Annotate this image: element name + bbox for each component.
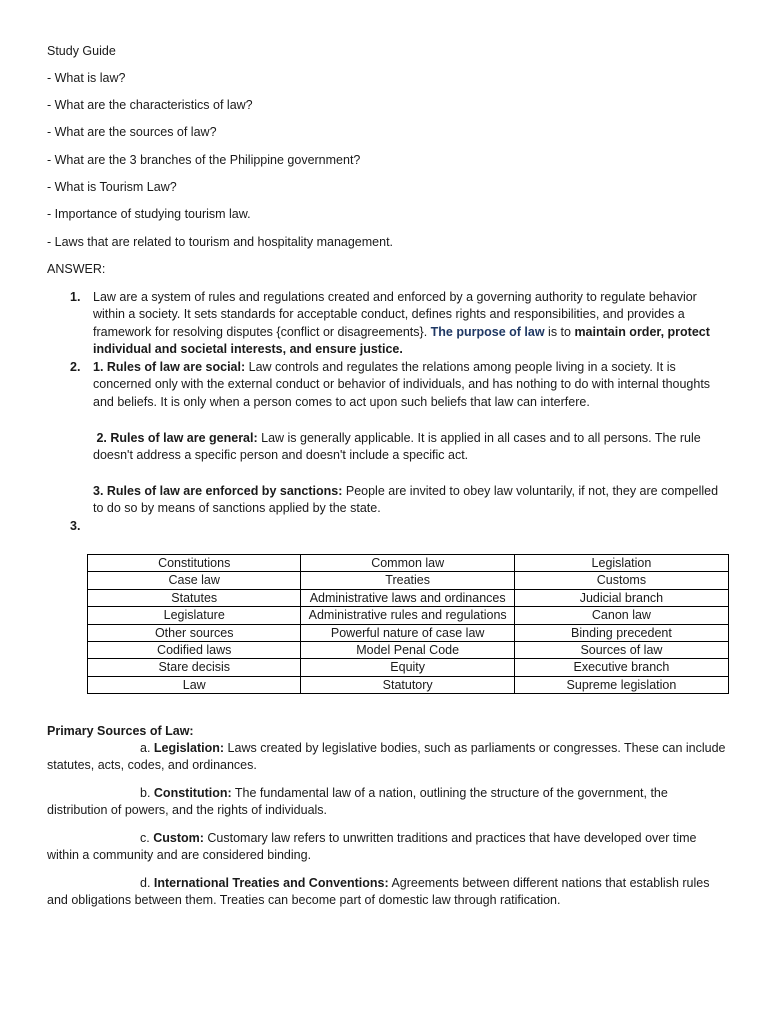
primary-b-label: b. [140, 786, 154, 800]
table-cell: Administrative laws and ordinances [301, 589, 514, 606]
primary-a-label: a. [140, 741, 154, 755]
table-cell: Equity [301, 659, 514, 676]
primary-c-text: Customary law refers to unwritten traditions and practices that have developed over time within a community and are considered binding. [47, 831, 697, 863]
answer-heading: ANSWER: [47, 262, 106, 276]
primary-d-text: Agreements between different nations that establish rules and obligations between them. Treaties can become part of domestic law through ratification. [47, 876, 710, 908]
sources-table-body [88, 555, 729, 694]
question-7: - Laws that are related to tourism and hospitality management. [47, 235, 394, 249]
question-5: - What is Tourism Law? [47, 180, 177, 194]
table-row [88, 589, 729, 606]
table-cell: Treaties [301, 572, 514, 589]
purpose-text: maintain order, protect individual and societal interests, and ensure justice. [93, 324, 710, 357]
table-cell: Binding precedent [514, 624, 728, 641]
table-cell: Legislature [88, 607, 301, 624]
primary-source-b [47, 785, 729, 820]
primary-sources-heading: Primary Sources of Law: [47, 724, 194, 738]
answer-3-number: 3. [70, 519, 81, 533]
table-row [88, 572, 729, 589]
table-row [88, 642, 729, 659]
primary-d-term: International Treaties and Conventions: [153, 876, 389, 890]
purpose-connector: is to [544, 324, 575, 339]
table-cell: Other sources [88, 624, 301, 641]
purpose-label: The purpose of law [430, 324, 545, 339]
table-row [88, 676, 729, 693]
table-cell: Common law [301, 555, 514, 572]
table-cell: Powerful nature of case law [301, 624, 514, 641]
table-cell: Judicial branch [514, 589, 728, 606]
question-3: - What are the sources of law? [47, 125, 217, 139]
primary-c-term: Custom: [153, 831, 204, 845]
answer-1-number: 1. [70, 290, 81, 304]
guide-title: Study Guide [47, 44, 116, 58]
table-cell: Model Penal Code [301, 642, 514, 659]
table-cell: Stare decisis [88, 659, 301, 676]
question-6: - Importance of studying tourism law. [47, 207, 251, 221]
question-4: - What are the 3 branches of the Philippine government? [47, 153, 361, 167]
question-1: - What is law? [47, 71, 126, 85]
primary-c-label: c. [140, 831, 154, 845]
answer-2-number: 2. [70, 360, 81, 374]
characteristic-3-text: People are invited to obey law voluntarily, if not, they are compelled to do so by means of sanctions applied by the state. [93, 484, 719, 516]
table-cell: Constitutions [88, 555, 301, 572]
primary-a-term: Legislation: [153, 741, 225, 755]
characteristic-2 [93, 430, 728, 465]
characteristic-2-title: 2. Rules of law are general: [93, 431, 258, 445]
answer-1-text: Law are a system of rules and regulations created and enforced by a governing authority to regulate behavior within a society. It sets standards for acceptable conduct, defines rights and responsibilities, and provides a framework for resolving disputes {conflict or disagreements}. [93, 290, 697, 339]
answer-1-paragraph [93, 289, 728, 359]
primary-source-a [47, 740, 729, 775]
characteristic-2-text: Law is generally applicable. It is applied in all cases and to all persons. The rule doesn't address a specific person and doesn't include a specific act. [93, 431, 701, 463]
table-cell: Law [88, 676, 301, 693]
table-cell: Administrative rules and regulations [301, 607, 514, 624]
characteristic-3-title: 3. Rules of law are enforced by sanctions: [93, 484, 343, 498]
characteristic-1 [93, 359, 728, 411]
characteristic-1-title: 1. Rules of law are social: [93, 360, 246, 374]
table-cell: Statutes [88, 589, 301, 606]
primary-d-label: d. [140, 876, 154, 890]
table-row [88, 659, 729, 676]
table-cell: Canon law [514, 607, 728, 624]
table-cell: Legislation [514, 555, 728, 572]
table-cell: Case law [88, 572, 301, 589]
primary-source-d [47, 875, 729, 910]
table-cell: Supreme legislation [514, 676, 728, 693]
characteristic-1-text: Law controls and regulates the relations among people living in a society. It is concerned only with the external conduct or behavior of individuals, and has nothing to do with internal thoughts and beliefs. It is only when a person comes to act upon such beliefs that law can interfere. [93, 360, 711, 409]
question-2: - What are the characteristics of law? [47, 98, 253, 112]
primary-b-text: The fundamental law of a nation, outlining the structure of the government, the distribution of powers, and the rights of individuals. [47, 786, 668, 818]
characteristic-3 [93, 483, 728, 518]
table-row [88, 624, 729, 641]
table-cell: Sources of law [514, 642, 728, 659]
table-cell: Executive branch [514, 659, 728, 676]
table-cell: Codified laws [88, 642, 301, 659]
primary-b-term: Constitution: [153, 786, 232, 800]
primary-source-c [47, 830, 729, 865]
table-cell: Statutory [301, 676, 514, 693]
table-cell: Customs [514, 572, 728, 589]
sources-table [87, 554, 729, 694]
primary-a-text: Laws created by legislative bodies, such as parliaments or congresses. These can include statutes, acts, codes, and ordinances. [47, 741, 726, 773]
table-row [88, 555, 729, 572]
table-row [88, 607, 729, 624]
